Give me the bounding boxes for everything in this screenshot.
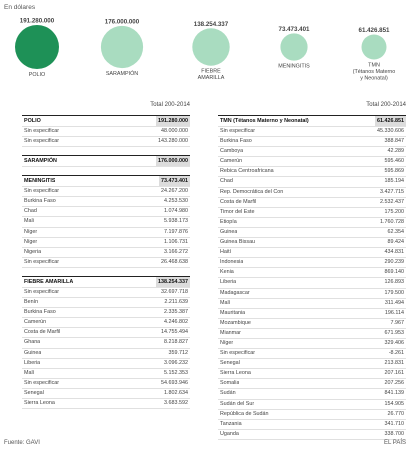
row-label: Etiopía <box>220 218 237 225</box>
row-label: Indonesia <box>220 259 244 266</box>
row-label: Costa de Marfil <box>24 329 61 336</box>
bubble-value-label: 191.280.000 <box>19 17 55 25</box>
table-row <box>218 339 406 349</box>
row-value: 24.267.200 <box>161 188 188 195</box>
table-row <box>22 207 190 217</box>
table-section <box>22 155 190 167</box>
table-row <box>218 228 406 238</box>
row-label: Senegal <box>24 389 44 396</box>
row-value: 329.406 <box>384 339 404 346</box>
row-value: 32.697.718 <box>161 288 188 295</box>
table-row <box>22 238 190 248</box>
table-row <box>218 177 406 187</box>
row-value: 2.532.437 <box>380 198 404 205</box>
bubble-value-label: 176.000.000 <box>104 18 140 26</box>
row-label: Ghana <box>24 339 41 346</box>
row-value: 1.760.728 <box>380 218 404 225</box>
row-value: 7.967 <box>390 319 404 326</box>
table-row <box>22 379 190 389</box>
table-row <box>22 328 190 338</box>
bubble-4 <box>362 35 387 60</box>
column-header: Total 200-2014 <box>150 102 190 108</box>
table-row <box>218 167 406 177</box>
bubble-category-label: FIEBRE <box>201 68 221 75</box>
bubble-category-label: AMARILLA <box>197 75 225 82</box>
row-value: 154.905 <box>384 400 404 407</box>
table-row <box>218 188 406 198</box>
table-row <box>218 157 406 167</box>
section-header-row <box>22 156 190 167</box>
section-title: FIEBRE AMARILLA <box>24 278 74 285</box>
row-value: 3.683.592 <box>164 399 188 406</box>
table-row <box>218 309 406 319</box>
row-value: 359.712 <box>168 349 188 356</box>
row-value: 42.289 <box>387 148 404 155</box>
table-row <box>218 208 406 218</box>
row-value: 14.755.494 <box>161 329 188 336</box>
row-label: Uganda <box>220 430 239 437</box>
section-header-row <box>218 116 406 127</box>
row-value: 207.161 <box>384 370 404 377</box>
row-value: 26.468.638 <box>161 258 188 265</box>
row-value: -8.261 <box>388 350 404 357</box>
table-row <box>218 137 406 147</box>
row-label: Camerún <box>220 158 243 165</box>
table-row <box>218 299 406 309</box>
row-label: Burkina Faso <box>220 138 252 145</box>
row-label: Mozambique <box>220 319 251 326</box>
row-value: 841.139 <box>384 390 404 397</box>
table-row <box>22 369 190 379</box>
bubble-category-label: (Tétanos Materno <box>352 68 396 75</box>
table-row <box>22 137 190 147</box>
table-row <box>218 329 406 339</box>
table-section <box>22 276 190 409</box>
table-row <box>218 410 406 420</box>
row-label: Mali <box>24 218 34 225</box>
row-value: 26.770 <box>387 410 404 417</box>
row-value: 185.194 <box>384 178 404 185</box>
row-label: Sin especificar <box>220 350 256 357</box>
row-label: Sin especificar <box>220 128 256 134</box>
table-section <box>22 115 190 147</box>
section-title: MENINGITIS <box>24 178 56 185</box>
row-value: 126.893 <box>384 279 404 286</box>
section-title: POLIO <box>24 118 41 124</box>
row-value: 54.693.946 <box>161 379 188 386</box>
row-label: Sudán del Sur <box>220 400 255 407</box>
row-value: 595.869 <box>384 168 404 175</box>
section-title: TMN (Tétanos Materno y Neonatal) <box>220 118 309 124</box>
bubble-category-label: y Neonatal) <box>360 75 388 82</box>
table-row <box>218 400 406 410</box>
row-value: 869.140 <box>384 269 404 276</box>
row-value: 179.500 <box>384 289 404 296</box>
left-table-column <box>22 99 190 409</box>
row-value: 213.831 <box>384 360 404 367</box>
bubble-1 <box>101 26 143 68</box>
table-row <box>218 369 406 379</box>
section-total: 61.426.851 <box>377 118 404 124</box>
table-row <box>218 127 406 137</box>
section-header-row <box>22 116 190 127</box>
row-value: 1.106.731 <box>164 238 188 245</box>
row-label: Tanzania <box>220 420 242 427</box>
table-row <box>218 218 406 228</box>
table-row <box>22 187 190 197</box>
table-row <box>22 228 190 238</box>
row-value: 1.802.634 <box>164 389 188 396</box>
row-label: Kenia <box>220 269 234 276</box>
row-label: Burkina Faso <box>24 198 56 205</box>
table-row <box>218 420 406 430</box>
row-label: Nigeria <box>24 248 42 255</box>
source-note: Fuente: GAVI <box>4 440 40 446</box>
table-row <box>22 197 190 207</box>
row-label: Sudán <box>220 390 236 397</box>
table-row <box>218 289 406 299</box>
bubble-value-label: 61.426.851 <box>358 27 390 35</box>
row-label: Camboya <box>220 148 244 155</box>
row-value: 45.330.606 <box>377 128 404 134</box>
row-label: Sin especificar <box>24 379 60 386</box>
section-header-row <box>22 277 190 288</box>
row-label: Liberia <box>24 359 41 366</box>
row-value: 5.938.173 <box>164 218 188 225</box>
row-value: 175.200 <box>384 208 404 215</box>
bubble-value-label: 73.473.401 <box>278 25 310 33</box>
row-value: 388.847 <box>384 138 404 145</box>
unit-label: En dólares <box>4 4 36 11</box>
row-label: Timor del Este <box>220 208 255 215</box>
row-value: 595.460 <box>384 158 404 165</box>
table-section <box>22 175 190 268</box>
row-label: Sierra Leona <box>24 399 55 406</box>
footer <box>0 440 414 450</box>
section-total: 73.473.401 <box>161 178 188 185</box>
row-label: República de Sudán <box>220 410 269 417</box>
row-label: Burkina Faso <box>24 309 56 316</box>
row-value: 4.253.530 <box>164 198 188 205</box>
table-row <box>22 308 190 318</box>
table-row <box>218 359 406 369</box>
row-label: Sin especificar <box>24 188 60 195</box>
row-label: Guinea Bissau <box>220 239 256 246</box>
row-value: 3.096.232 <box>164 359 188 366</box>
row-value: 62.354 <box>387 228 404 235</box>
row-value: 8.218.827 <box>164 339 188 346</box>
bubble-0 <box>15 25 59 69</box>
table-row <box>218 238 406 248</box>
section-title: SARAMPIÓN <box>24 158 57 165</box>
row-label: Madagascar <box>220 289 250 296</box>
row-label: Malí <box>220 299 231 306</box>
table-row <box>218 147 406 157</box>
row-label: Chad <box>24 208 37 215</box>
table-row <box>22 258 190 268</box>
table-section <box>218 115 406 440</box>
row-value: 4.246.802 <box>164 319 188 326</box>
row-value: 1.074.980 <box>164 208 188 215</box>
row-value: 338.700 <box>384 430 404 437</box>
table-row <box>22 288 190 298</box>
row-label: Sin especificar <box>24 128 60 134</box>
row-label: Haití <box>220 249 232 256</box>
column-header: Total 200-2014 <box>366 102 406 108</box>
row-label: Níger <box>24 238 38 245</box>
table-row <box>218 319 406 329</box>
left-tables <box>22 115 190 409</box>
row-label: Chad <box>220 178 233 185</box>
table-row <box>22 338 190 348</box>
row-value: 2.335.387 <box>164 309 188 316</box>
section-header-row <box>22 176 190 187</box>
table-row <box>218 430 406 440</box>
row-label: Mauritania <box>220 309 246 316</box>
row-label: Malí <box>24 369 35 376</box>
table-row <box>218 379 406 389</box>
row-label: Somalia <box>220 380 240 387</box>
row-label: Camerún <box>24 319 47 326</box>
bubble-2 <box>192 28 229 65</box>
row-value: 341.710 <box>384 420 404 427</box>
table-row <box>22 318 190 328</box>
row-value: 311.494 <box>384 299 404 306</box>
table-row <box>22 217 190 227</box>
bubble-category-label: MENINGITIS <box>278 63 310 70</box>
right-tables <box>218 115 406 440</box>
table-row <box>218 349 406 359</box>
row-label: Benín <box>24 299 39 306</box>
bubble-category-label: POLIO <box>28 72 46 78</box>
bubble-value-label: 138.254.337 <box>193 20 229 28</box>
table-row <box>218 248 406 258</box>
row-value: 143.280.000 <box>158 138 188 145</box>
row-label: Rebica Centroafricana <box>220 168 274 175</box>
row-value: 3.427.715 <box>380 188 404 195</box>
row-label: Mianmar <box>220 329 241 336</box>
table-row <box>22 389 190 399</box>
row-label: Rep. Democrática del Con <box>220 188 284 195</box>
row-value: 196.114 <box>384 309 404 316</box>
table-row <box>22 127 190 137</box>
table-row <box>22 349 190 359</box>
row-value: 5.152.353 <box>164 369 188 376</box>
row-label: Sin especificar <box>24 288 60 295</box>
row-value: 48.000.000 <box>161 128 188 134</box>
table-row <box>218 278 406 288</box>
row-label: Sin especificar <box>24 138 60 145</box>
row-label: Guinea <box>220 228 238 235</box>
row-value: 207.256 <box>384 380 404 387</box>
table-row <box>218 389 406 399</box>
row-label: Sin especificar <box>24 258 60 265</box>
table-row <box>218 268 406 278</box>
row-label: Costa de Marfil <box>220 198 257 205</box>
right-table-column <box>218 99 406 440</box>
bubble-chart <box>0 0 414 100</box>
row-value: 2.211.639 <box>164 299 188 306</box>
table-row <box>22 298 190 308</box>
section-total: 138.254.337 <box>158 278 188 285</box>
row-value: 89.424 <box>387 239 404 246</box>
table-row <box>22 248 190 258</box>
row-label: Liberia <box>220 279 237 286</box>
section-total: 176.000.000 <box>158 158 188 165</box>
table-row <box>218 198 406 208</box>
row-value: 290.239 <box>384 259 404 266</box>
bubble-category-label: TMN <box>368 62 380 69</box>
bubble-category-label: SARAMPIÓN <box>105 71 139 78</box>
row-label: Sierra Leona <box>220 370 251 377</box>
table-row <box>22 359 190 369</box>
table-row <box>218 258 406 268</box>
table-row <box>22 399 190 409</box>
row-value: 7.197.876 <box>164 228 188 235</box>
row-value: 434.831 <box>384 249 404 256</box>
row-label: Guinea <box>24 349 42 356</box>
bubble-3 <box>280 33 307 60</box>
section-total: 191.280.000 <box>158 118 188 124</box>
row-label: Níger <box>220 339 234 346</box>
row-label: Senegal <box>220 360 240 367</box>
row-value: 671.953 <box>384 329 404 336</box>
row-label: Níger <box>24 228 38 235</box>
row-value: 3.166.272 <box>164 248 188 255</box>
brand-logo: EL PAÍS <box>383 440 406 446</box>
